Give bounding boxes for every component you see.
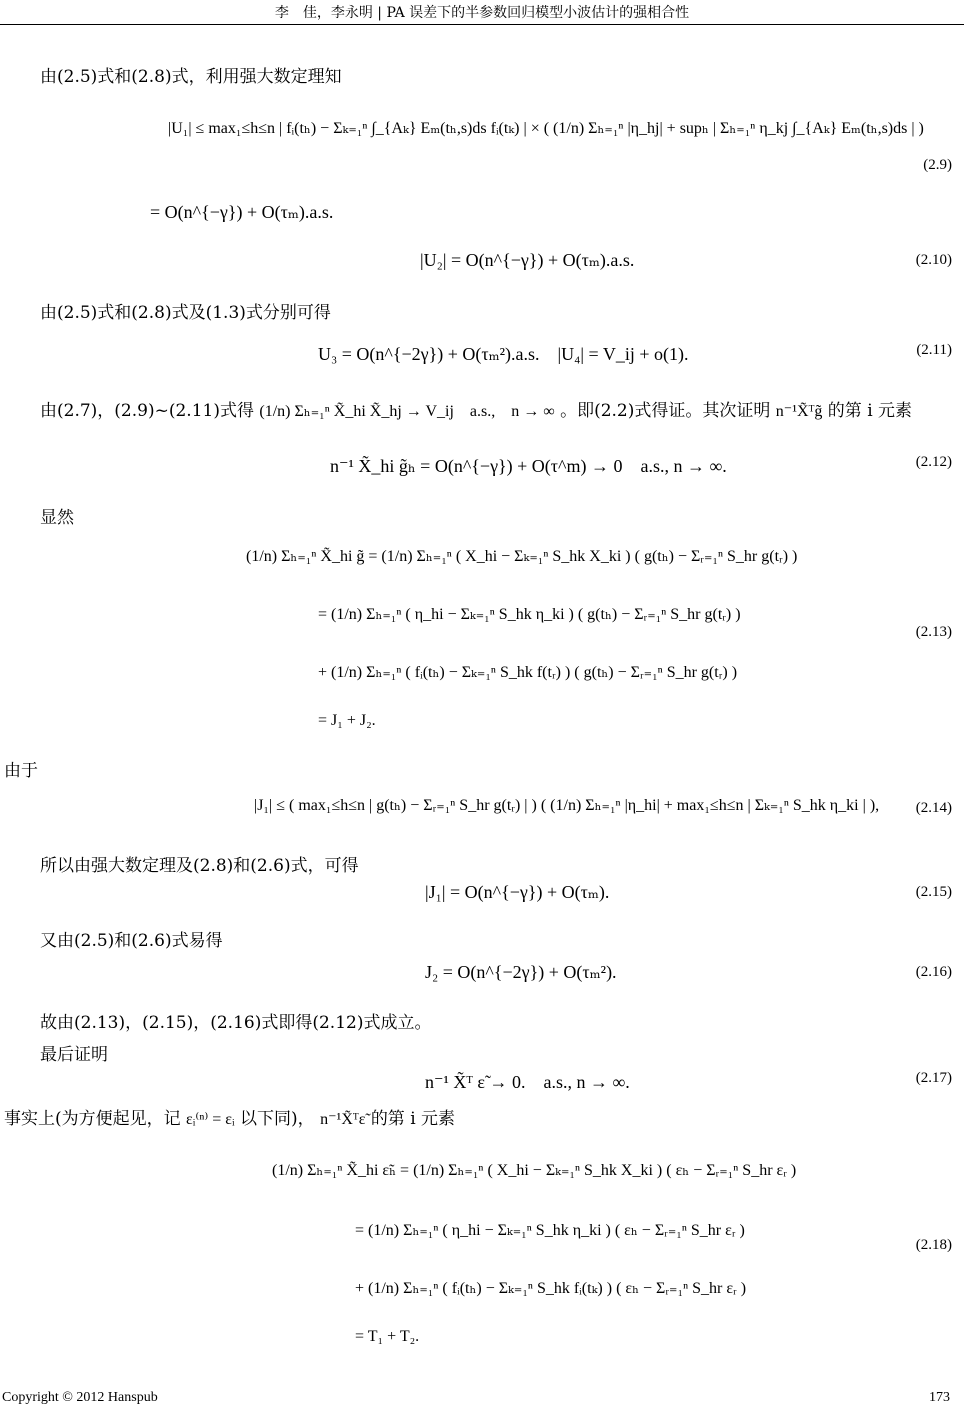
paragraph-3-text-c: 的第 i 元素 [827, 401, 913, 421]
paragraph-6: 所以由强大数定理及(2.8)和(2.6)式，可得 [40, 856, 359, 876]
equation-2-18-line-1: (1/n) Σₕ₌₁ⁿ X̃_hi ε̃ₕ = (1/n) Σₕ₌₁ⁿ ( X_hi − Σₖ₌₁ⁿ S_hk X_ki ) ( εₕ − Σᵣ₌₁ⁿ S_hr εᵣ ) [272, 1162, 797, 1179]
paragraph-3-math: (1/n) Σₕ₌₁ⁿ X̃_hi X̃_hj → V_ij a.s., n → ∞ [259, 403, 555, 420]
equation-2-13-line-3: + (1/n) Σₕ₌₁ⁿ ( fᵢ(tₕ) − Σₖ₌₁ⁿ S_hk f(tᵣ) ) ( g(tₕ) − Σᵣ₌₁ⁿ S_hr g(tᵣ) ) [318, 664, 738, 681]
equation-2-14: |J₁| ≤ ( max₁≤h≤n | g(tₕ) − Σᵣ₌₁ⁿ S_hr g(tᵣ) | ) ( (1/n) Σₕ₌₁ⁿ |η_hi| + max₁≤h≤n | Σₖ₌₁ⁿ S_hk η_ki | ), [254, 797, 880, 814]
equation-2-13-line-2: = (1/n) Σₕ₌₁ⁿ ( η_hi − Σₖ₌₁ⁿ S_hk η_ki ) ( g(tₕ) − Σᵣ₌₁ⁿ S_hr g(tᵣ) ) [318, 606, 741, 623]
footer-page-number: 173 [929, 1390, 950, 1405]
equation-number-2-9: (2.9) [923, 157, 952, 173]
equation-number-2-11: (2.11) [916, 342, 952, 358]
paragraph-4: 显然 [40, 508, 74, 528]
equation-2-18-line-4: = T₁ + T₂. [355, 1328, 420, 1345]
paragraph-10-text-c: 的第 i 元素 [370, 1109, 456, 1129]
equation-number-2-18: (2.18) [915, 1237, 952, 1253]
equation-2-17: n⁻¹ X̃ᵀ ε̃ → 0. a.s., n → ∞. [425, 1072, 630, 1092]
paragraph-10-text-a: 事实上(为方便起见，记 [4, 1109, 181, 1129]
equation-number-2-13: (2.13) [915, 624, 952, 640]
paragraph-3-math-2: n⁻¹X̃ᵀg̃ [775, 403, 823, 420]
paragraph-10 [4, 1104, 455, 1129]
paragraph-2: 由(2.5)式和(2.8)式及(1.3)式分别可得 [40, 303, 331, 323]
paragraph-10-text-b: 以下同)， [240, 1109, 315, 1129]
equation-number-2-14: (2.14) [915, 800, 952, 816]
equation-number-2-15: (2.15) [915, 884, 952, 900]
paragraph-1: 由(2.5)式和(2.8)式，利用强大数定理知 [40, 67, 342, 87]
paragraph-3-text-a: 由(2.7)，(2.9)~(2.11)式得 [40, 401, 254, 421]
equation-number-2-16: (2.16) [915, 964, 952, 980]
equation-2-10: |U₂| = O(n^{−γ}) + O(τₘ).a.s. [420, 250, 635, 270]
equation-2-18-line-3: + (1/n) Σₕ₌₁ⁿ ( fᵢ(tₕ) − Σₖ₌₁ⁿ S_hk fᵢ(tₖ) ) ( εₕ − Σᵣ₌₁ⁿ S_hr εᵣ ) [355, 1280, 747, 1297]
footer-copyright: Copyright © 2012 Hanspub [2, 1390, 158, 1405]
equation-number-2-10: (2.10) [915, 252, 952, 268]
equation-2-15: |J₁| = O(n^{−γ}) + O(τₘ). [425, 882, 610, 902]
paragraph-7: 又由(2.5)和(2.6)式易得 [40, 931, 223, 951]
running-header: 李 佳，李永明 | PA 误差下的半参数回归模型小波估计的强相合性 [274, 5, 690, 21]
equation-number-2-17: (2.17) [915, 1070, 952, 1086]
equation-2-16: J₂ = O(n^{−2γ}) + O(τₘ²). [425, 962, 617, 982]
header-rule [0, 24, 964, 25]
paragraph-5: 由于 [4, 761, 38, 781]
paragraph-3-text-b: 。即(2.2)式得证。其次证明 [560, 401, 771, 421]
paragraph-10-math: εᵢ⁽ⁿ⁾ = εᵢ [186, 1111, 235, 1128]
paragraph-3 [40, 396, 912, 421]
paragraph-10-math-2: n⁻¹X̃ᵀε̃ [320, 1111, 366, 1128]
equation-2-13-line-1: (1/n) Σₕ₌₁ⁿ X̃_hi g̃ = (1/n) Σₕ₌₁ⁿ ( X_hi − Σₖ₌₁ⁿ S_hk X_ki ) ( g(tₕ) − Σᵣ₌₁ⁿ S_hr g(tᵣ) ) [246, 548, 798, 565]
equation-2-9-line-2: = O(n^{−γ}) + O(τₘ).a.s. [150, 202, 334, 222]
paragraph-8: 故由(2.13)，(2.15)，(2.16)式即得(2.12)式成立。 [40, 1013, 432, 1033]
equation-2-18-line-2: = (1/n) Σₕ₌₁ⁿ ( η_hi − Σₖ₌₁ⁿ S_hk η_ki ) ( εₕ − Σᵣ₌₁ⁿ S_hr εᵣ ) [355, 1222, 745, 1239]
equation-2-11: U₃ = O(n^{−2γ}) + O(τₘ²).a.s. |U₄| = V_ij + o(1). [318, 344, 689, 364]
equation-number-2-12: (2.12) [915, 454, 952, 470]
paragraph-9: 最后证明 [40, 1045, 108, 1065]
equation-2-13-line-4: = J₁ + J₂. [318, 712, 376, 729]
equation-2-12: n⁻¹ X̃_hi g̃ₕ = O(n^{−γ}) + O(τ^m) → 0 a.s., n → ∞. [330, 456, 727, 476]
equation-2-9-line-1: |U₁| ≤ max₁≤h≤n | fᵢ(tₕ) − Σₖ₌₁ⁿ ∫_{Aₖ} Eₘ(tₕ,s)ds fᵢ(tₖ) | × ( (1/n) Σₕ₌₁ⁿ |η_hj| + supₕ | Σₕ₌₁ⁿ η_kj ∫_{Aₖ} Eₘ(tₕ,s)ds | ) [168, 120, 924, 137]
